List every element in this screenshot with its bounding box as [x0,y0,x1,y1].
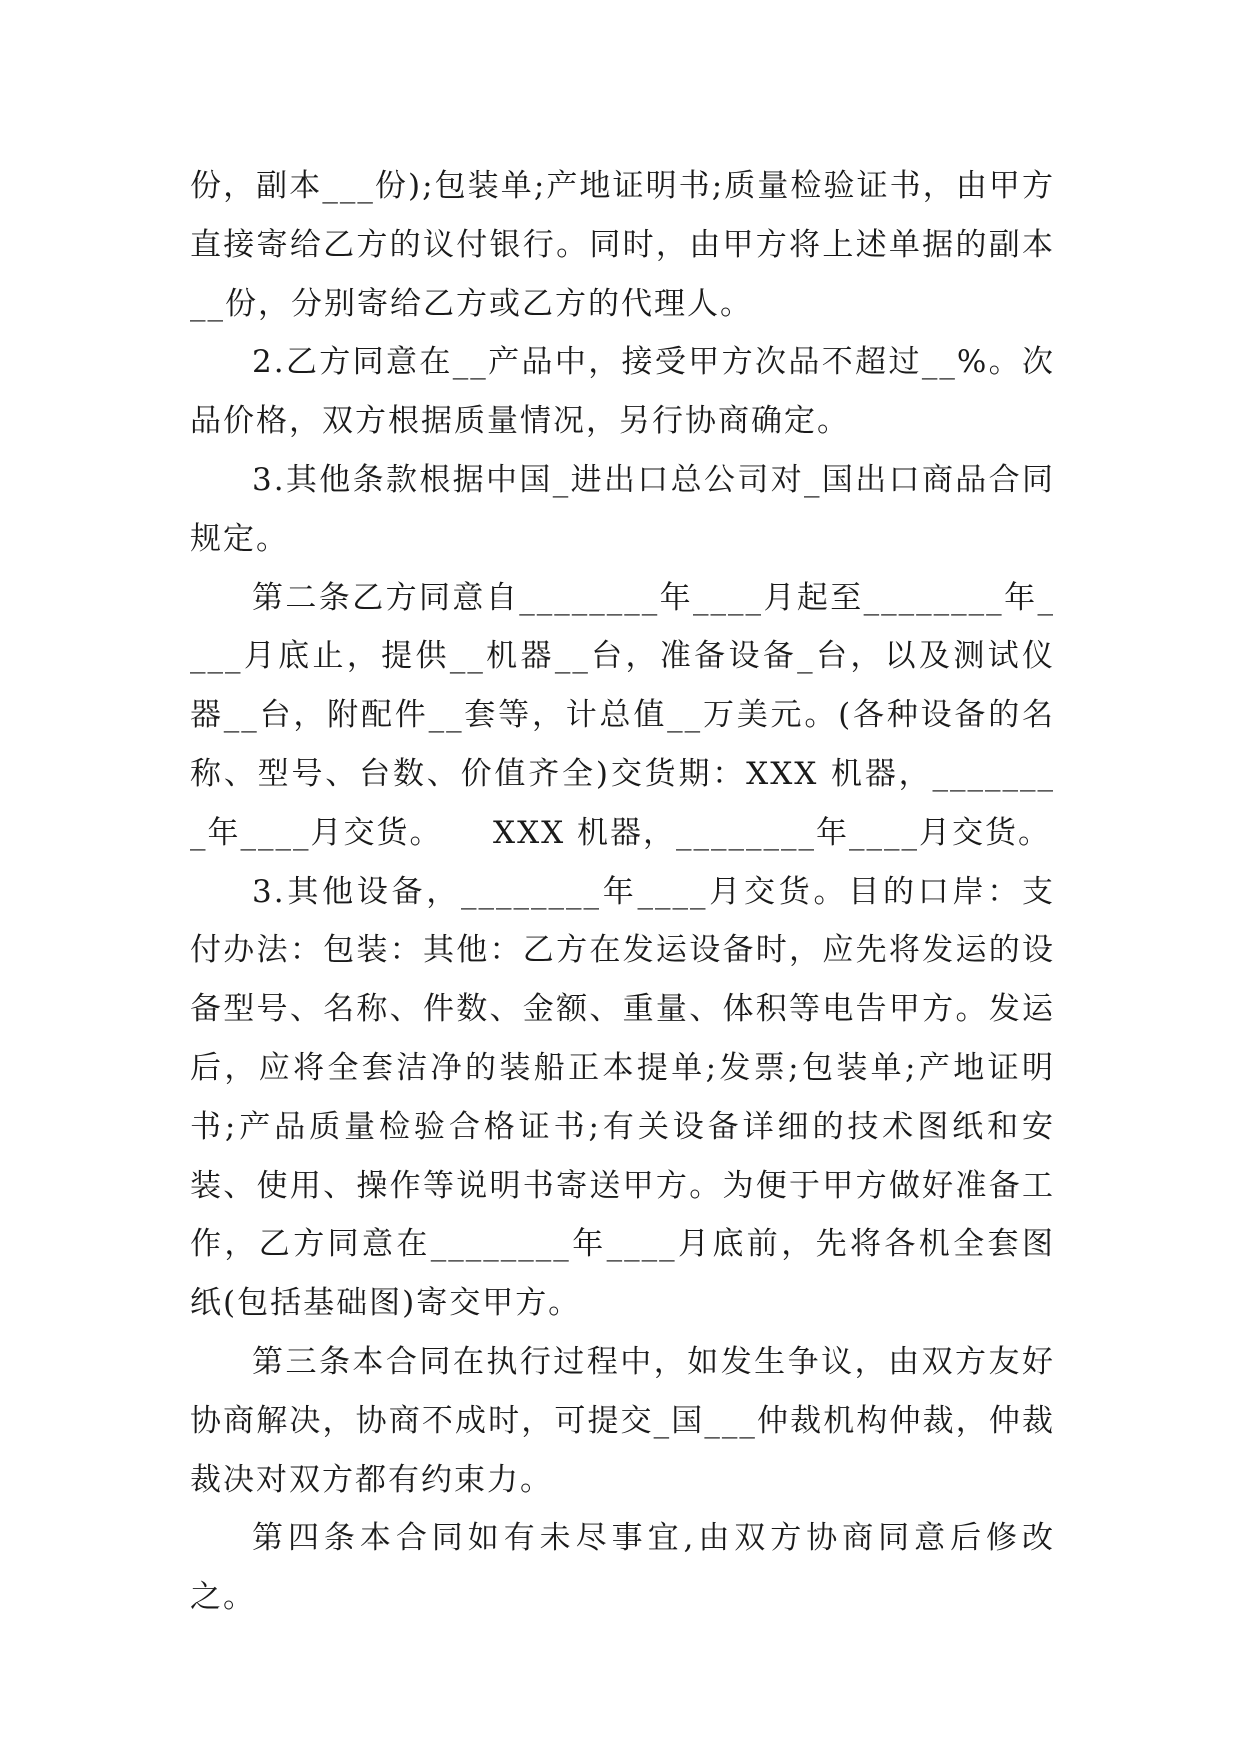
document-body [190,157,1055,1627]
paragraph-article-2: 第二条乙方同意自________年____月起至________年____月底止，提供__机器__台，准备设备_台，以及测试仪器__台，附配件__套等，计总值__万美元。(各种设备的名称、型号、台数、价值齐全)交货期：XXX 机器，________年____月交货。 XXX 机器，________年____月交货。 [190,579,1055,851]
paragraph-article-3: 第三条本合同在执行过程中，如发生争议，由双方友好协商解决，协商不成时，可提交_国___仲裁机构仲裁，仲裁裁决对双方都有约束力。 [190,1343,1055,1498]
paragraph-document-continuation: 份，副本___份);包装单;产地证明书;质量检验证书，由甲方直接寄给乙方的议付银行。同时，由甲方将上述单据的副本__份，分别寄给乙方或乙方的代理人。 [190,168,1055,322]
paragraph-clause-2: 2.乙方同意在__产品中，接受甲方次品不超过__%。次品价格，双方根据质量情况，另行协商确定。 [190,344,1055,440]
paragraph-other-equipment: 3.其他设备，________年____月交货。目的口岸：支付办法：包装：其他：乙方在发运设备时，应先将发运的设备型号、名称、件数、金额、重量、体积等电告甲方。发运后，应将全套洁净的装船正本提单;发票;包装单;产地证明书;产品质量检验合格证书;有关设备详细的技术图纸和安装、使用、操作等说明书寄送甲方。为便于甲方做好准备工作，乙方同意在________年____月底前，先将各机全套图纸(包括基础图)寄交甲方。 [190,873,1055,1322]
paragraph-article-4: 第四条本合同如有未尽事宜,由双方协商同意后修改之。 [190,1520,1055,1616]
paragraph-clause-3: 3.其他条款根据中国_进出口总公司对_国出口商品合同规定。 [190,461,1055,557]
